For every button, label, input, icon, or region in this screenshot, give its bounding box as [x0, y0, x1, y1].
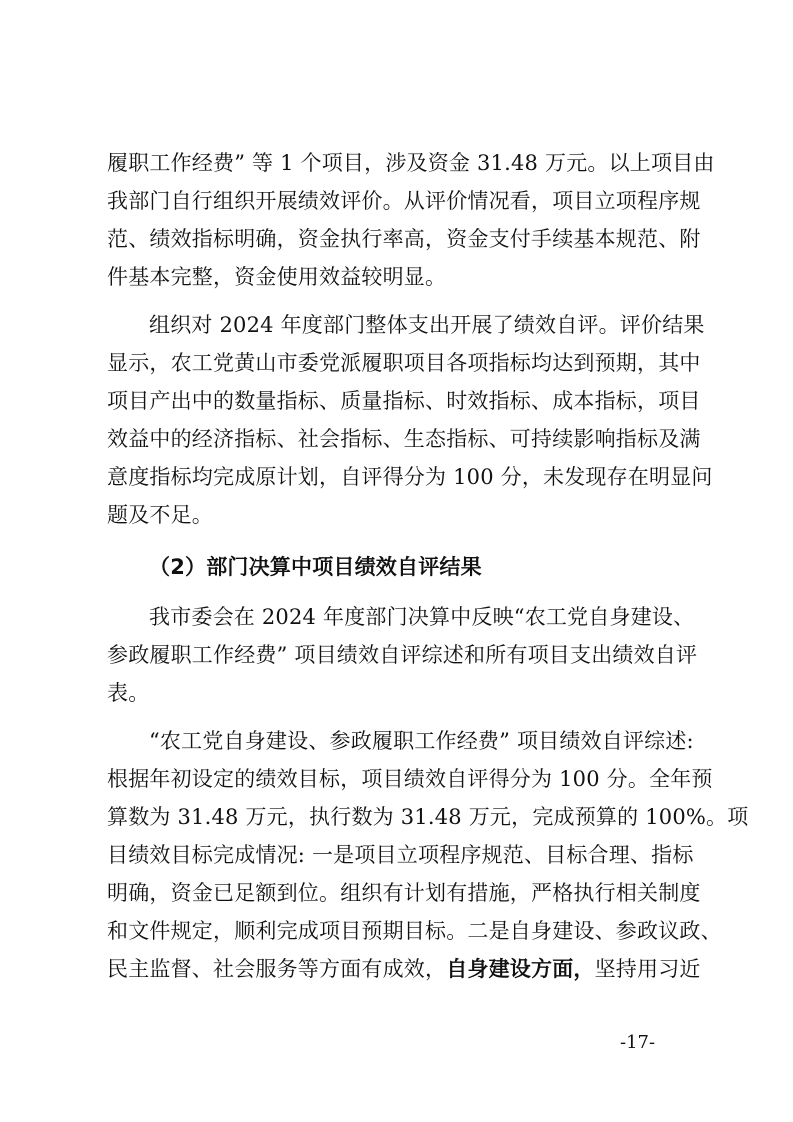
- paragraph2-line2: 显示，农工党黄山市委党派履职项目各项指标均达到预期，其中: [107, 351, 701, 375]
- paragraph4-line7-text-start: 民主监督、社会服务等方面有成效，: [107, 957, 447, 981]
- paragraph3-line1: 我市委会在 2024 年度部门决算中反映“农工党自身建设、: [149, 605, 695, 629]
- section-heading: （2）部门决算中项目绩效自评结果: [149, 555, 482, 579]
- paragraph2-line4: 效益中的经济指标、社会指标、生态指标、可持续影响指标及满: [107, 427, 701, 451]
- paragraph1-line2: 我部门自行组织开展绩效评价。从评价情况看，项目立项程序规: [107, 189, 701, 213]
- page-number: -17-: [620, 1032, 656, 1053]
- paragraph1-line4: 件基本完整，资金使用效益较明显。: [107, 265, 447, 289]
- paragraph1-line3: 范、绩效指标明确，资金执行率高，资金支付手续基本规范、附: [107, 227, 701, 251]
- paragraph2-line3: 项目产出中的数量指标、质量指标、时效指标、成本指标，项目: [107, 389, 701, 413]
- paragraph4-line2: 根据年初设定的绩效目标，项目绩效自评得分为 100 分。全年预: [107, 767, 713, 791]
- paragraph2-line6: 题及不足。: [107, 503, 213, 527]
- paragraph1-line1: 履职工作经费” 等 1 个项目，涉及资金 31.48 万元。以上项目由: [107, 151, 715, 175]
- paragraph4-line6: 和文件规定，顺利完成项目预期目标。二是自身建设、参政议政、: [107, 919, 722, 943]
- paragraph4-line5: 明确，资金已足额到位。组织有计划有措施，严格执行相关制度: [107, 881, 701, 905]
- paragraph4-line1: “农工党自身建设、参政履职工作经费” 项目绩效自评综述:: [149, 729, 694, 753]
- paragraph4-line7: [107, 950, 701, 988]
- paragraph2-line5: 意度指标均完成原计划，自评得分为 100 分，未发现存在明显问: [107, 465, 713, 489]
- paragraph3-line2: 参政履职工作经费” 项目绩效自评综述和所有项目支出绩效自评: [107, 643, 698, 667]
- paragraph3-line3: 表。: [107, 681, 150, 705]
- paragraph4-line3: 算数为 31.48 万元，执行数为 31.48 万元，完成预算的 100%。项: [107, 805, 749, 829]
- paragraph4-line4: 目绩效目标完成情况: 一是项目立项程序规范、目标合理、指标: [107, 843, 694, 867]
- paragraph4-line7-text-end: 坚持用习近: [594, 957, 701, 981]
- paragraph2-line1: 组织对 2024 年度部门整体支出开展了绩效自评。评价结果: [149, 313, 705, 337]
- paragraph4-line7-bold-text: 自身建设方面，: [446, 957, 595, 981]
